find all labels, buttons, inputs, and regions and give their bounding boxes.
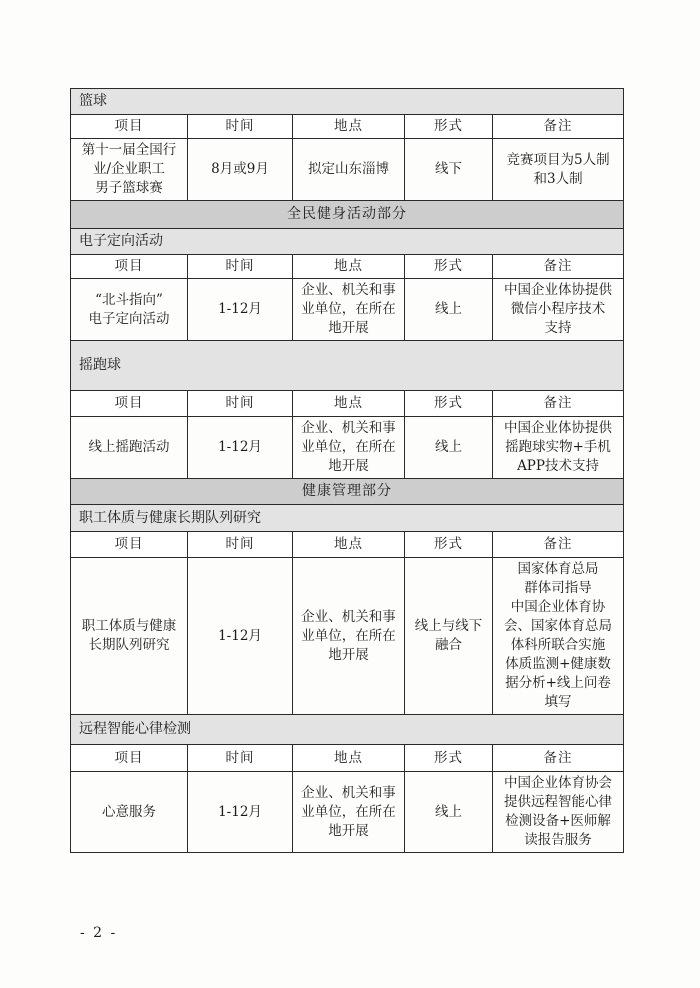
header-time: 时间 (188, 115, 293, 139)
cell-note: 中国企业体育协会 提供远程智能心律 检测设备+医师解 读报告服务 (493, 772, 624, 853)
cell-form: 线上 (405, 417, 493, 479)
table-row (71, 139, 624, 201)
cell-item: “北斗指向” 电子定向活动 (71, 279, 188, 341)
cell-place: 企业、机关和事 业单位，在所在 地开展 (293, 772, 405, 853)
section-title: 篮球 (71, 89, 624, 115)
header-time: 时间 (188, 532, 293, 558)
header-note: 备注 (493, 391, 624, 417)
cell-item: 职工体质与健康 长期队列研究 (71, 558, 188, 715)
header-form: 形式 (405, 115, 493, 139)
cell-item: 线上摇跑活动 (71, 417, 188, 479)
header-note: 备注 (493, 745, 624, 772)
cell-place: 企业、机关和事 业单位，在所在 地开展 (293, 279, 405, 341)
header-time: 时间 (188, 255, 293, 279)
table-row (71, 772, 624, 853)
cell-place: 企业、机关和事 业单位，在所在 地开展 (293, 417, 405, 479)
header-note: 备注 (493, 115, 624, 139)
part-title: 全民健身活动部分 (71, 201, 624, 229)
cell-form: 线上 (405, 772, 493, 853)
page-number: - 2 - (80, 925, 118, 941)
table-row (71, 279, 624, 341)
activity-schedule-table (70, 88, 624, 853)
cell-note: 竞赛项目为5人制 和3人制 (493, 139, 624, 201)
cell-place: 企业、机关和事 业单位，在所在 地开展 (293, 558, 405, 715)
section-title: 远程智能心律检测 (71, 715, 624, 745)
section-row (71, 341, 624, 391)
header-place: 地点 (293, 532, 405, 558)
cell-time: 1-12月 (188, 279, 293, 341)
header-time: 时间 (188, 391, 293, 417)
header-note: 备注 (493, 255, 624, 279)
cell-note: 中国企业体协提供 微信小程序技术 支持 (493, 279, 624, 341)
section-title: 职工体质与健康长期队列研究 (71, 505, 624, 532)
header-row (71, 391, 624, 417)
section-row (71, 715, 624, 745)
header-form: 形式 (405, 532, 493, 558)
header-row (71, 745, 624, 772)
header-place: 地点 (293, 255, 405, 279)
header-form: 形式 (405, 255, 493, 279)
section-row (71, 89, 624, 115)
header-item: 项目 (71, 255, 188, 279)
cell-time: 1-12月 (188, 558, 293, 715)
cell-note: 中国企业体协提供 摇跑球实物+手机 APP技术支持 (493, 417, 624, 479)
section-title: 电子定向活动 (71, 229, 624, 255)
header-row (71, 255, 624, 279)
header-time: 时间 (188, 745, 293, 772)
section-title: 摇跑球 (71, 341, 624, 391)
header-form: 形式 (405, 391, 493, 417)
table-row (71, 417, 624, 479)
header-item: 项目 (71, 532, 188, 558)
cell-time: 8月或9月 (188, 139, 293, 201)
table-row (71, 558, 624, 715)
header-row (71, 115, 624, 139)
header-row (71, 532, 624, 558)
part-title: 健康管理部分 (71, 479, 624, 505)
cell-note: 国家体育总局 群体司指导 中国企业体育协 会、国家体育总局 体科所联合实施 体质监测+健康数 据分析+线上问卷 填写 (493, 558, 624, 715)
section-row (71, 229, 624, 255)
header-item: 项目 (71, 745, 188, 772)
cell-time: 1-12月 (188, 772, 293, 853)
cell-form: 线上与线下 融合 (405, 558, 493, 715)
header-place: 地点 (293, 391, 405, 417)
header-place: 地点 (293, 115, 405, 139)
header-place: 地点 (293, 745, 405, 772)
cell-form: 线下 (405, 139, 493, 201)
cell-place: 拟定山东淄博 (293, 139, 405, 201)
header-item: 项目 (71, 391, 188, 417)
header-item: 项目 (71, 115, 188, 139)
part-row (71, 479, 624, 505)
section-row (71, 505, 624, 532)
part-row (71, 201, 624, 229)
cell-time: 1-12月 (188, 417, 293, 479)
cell-form: 线上 (405, 279, 493, 341)
cell-item: 第十一届全国行 业/企业职工 男子篮球赛 (71, 139, 188, 201)
header-note: 备注 (493, 532, 624, 558)
header-form: 形式 (405, 745, 493, 772)
cell-item: 心意服务 (71, 772, 188, 853)
